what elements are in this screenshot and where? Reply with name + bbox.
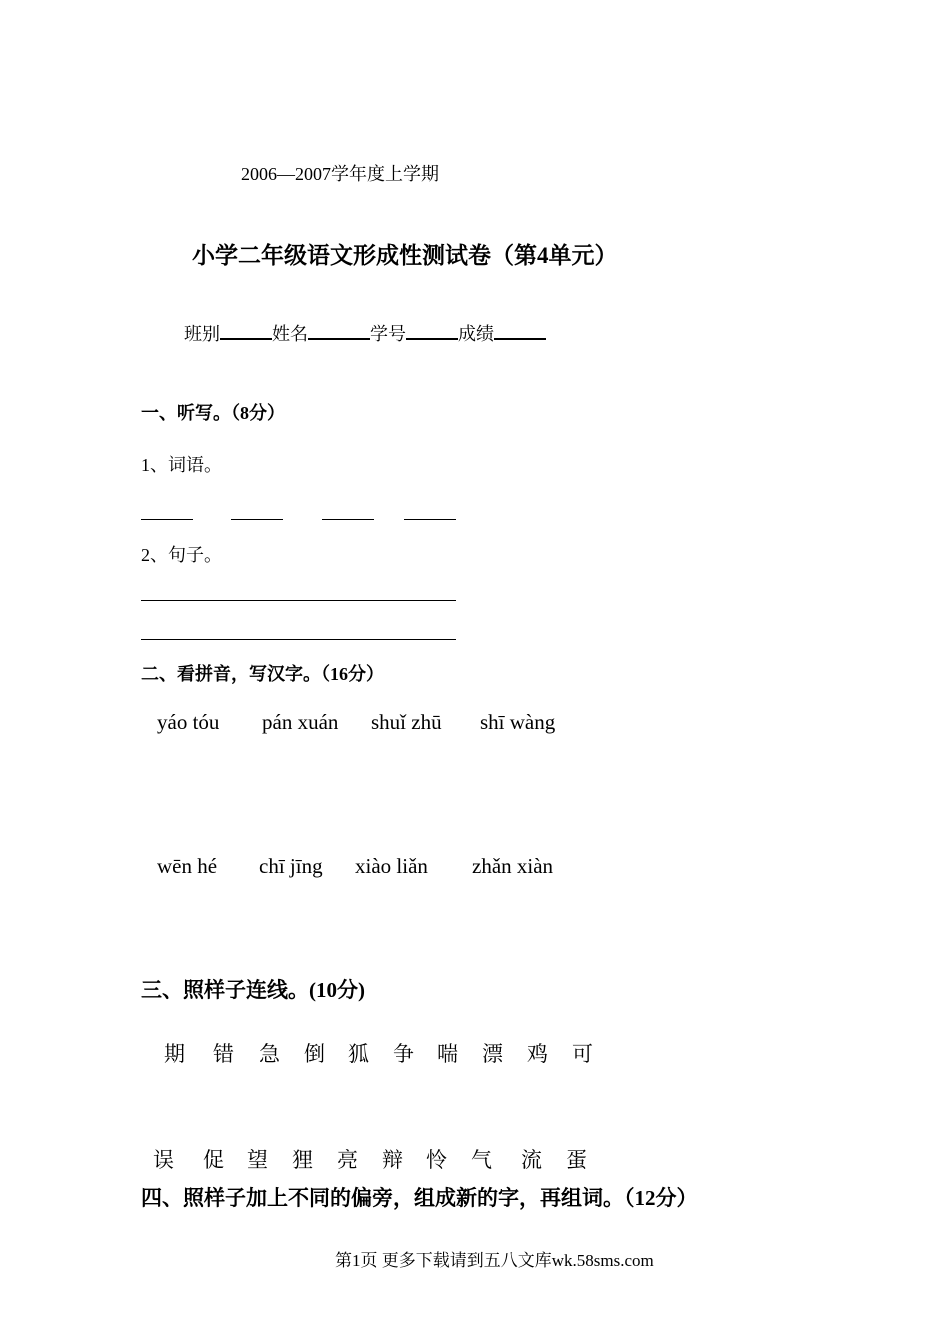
char-2-6[interactable]: 辩 xyxy=(382,1148,403,1172)
score-label: 成绩 xyxy=(458,324,494,344)
char-2-4[interactable]: 狸 xyxy=(292,1148,313,1172)
word-blank-2[interactable] xyxy=(231,519,283,520)
char-2-1[interactable]: 误 xyxy=(153,1148,174,1172)
char-1-5[interactable]: 狐 xyxy=(348,1042,369,1066)
char-2-2[interactable]: 促 xyxy=(203,1148,224,1172)
pinyin-2-2: chī jīng xyxy=(259,854,323,878)
char-1-2[interactable]: 错 xyxy=(213,1042,234,1066)
class-blank[interactable] xyxy=(220,337,272,340)
score-blank[interactable] xyxy=(494,337,546,340)
class-label: 班别 xyxy=(184,324,220,344)
char-1-9[interactable]: 鸡 xyxy=(527,1042,548,1066)
word-blank-4[interactable] xyxy=(404,519,456,520)
char-2-9[interactable]: 流 xyxy=(521,1148,542,1172)
section4-heading: 四、照样子加上不同的偏旁，组成新的字，再组词。（12分） xyxy=(141,1186,698,1210)
school-year: 2006—2007学年度上学期 xyxy=(241,164,439,184)
char-1-3[interactable]: 急 xyxy=(259,1042,280,1066)
pinyin-1-4: shī wàng xyxy=(480,710,556,734)
name-blank[interactable] xyxy=(308,337,370,340)
char-2-3[interactable]: 望 xyxy=(247,1148,268,1172)
page-footer: 第1页 更多下载请到五八文库wk.58sms.com xyxy=(335,1251,654,1270)
section3-heading: 三、照样子连线。(10分) xyxy=(141,978,365,1002)
char-2-5[interactable]: 亮 xyxy=(337,1148,358,1172)
section1-heading: 一、听写。（8分） xyxy=(141,403,285,423)
char-1-10[interactable]: 可 xyxy=(572,1042,593,1066)
student-id-label: 学号 xyxy=(370,324,406,344)
name-label: 姓名 xyxy=(272,324,308,344)
char-1-8[interactable]: 漂 xyxy=(482,1042,503,1066)
char-2-7[interactable]: 怜 xyxy=(426,1148,447,1172)
pinyin-2-3: xiào liǎn xyxy=(355,854,428,878)
char-2-10[interactable]: 蛋 xyxy=(566,1148,587,1172)
pinyin-1-1: yáo tóu xyxy=(157,710,220,734)
section2-heading: 二、看拼音，写汉字。（16分） xyxy=(141,664,384,684)
info-fields-row xyxy=(184,320,546,346)
char-1-6[interactable]: 争 xyxy=(393,1042,414,1066)
word-blank-1[interactable] xyxy=(141,519,193,520)
sentence-line-2[interactable] xyxy=(141,639,456,640)
char-1-1[interactable]: 期 xyxy=(164,1042,185,1066)
section1-item2: 2、句子。 xyxy=(141,545,222,565)
page-title: 小学二年级语文形成性测试卷（第4单元） xyxy=(192,243,618,268)
char-1-4[interactable]: 倒 xyxy=(304,1042,325,1066)
char-1-7[interactable]: 喘 xyxy=(437,1042,458,1066)
section1-item1: 1、词语。 xyxy=(141,455,222,475)
word-blank-3[interactable] xyxy=(322,519,374,520)
char-2-8[interactable]: 气 xyxy=(471,1148,492,1172)
pinyin-1-2: pán xuán xyxy=(262,710,339,734)
pinyin-2-4: zhǎn xiàn xyxy=(472,854,554,878)
student-id-blank[interactable] xyxy=(406,337,458,340)
pinyin-2-1: wēn hé xyxy=(157,854,218,878)
sentence-line-1[interactable] xyxy=(141,600,456,601)
pinyin-1-3: shuǐ zhū xyxy=(371,710,442,734)
